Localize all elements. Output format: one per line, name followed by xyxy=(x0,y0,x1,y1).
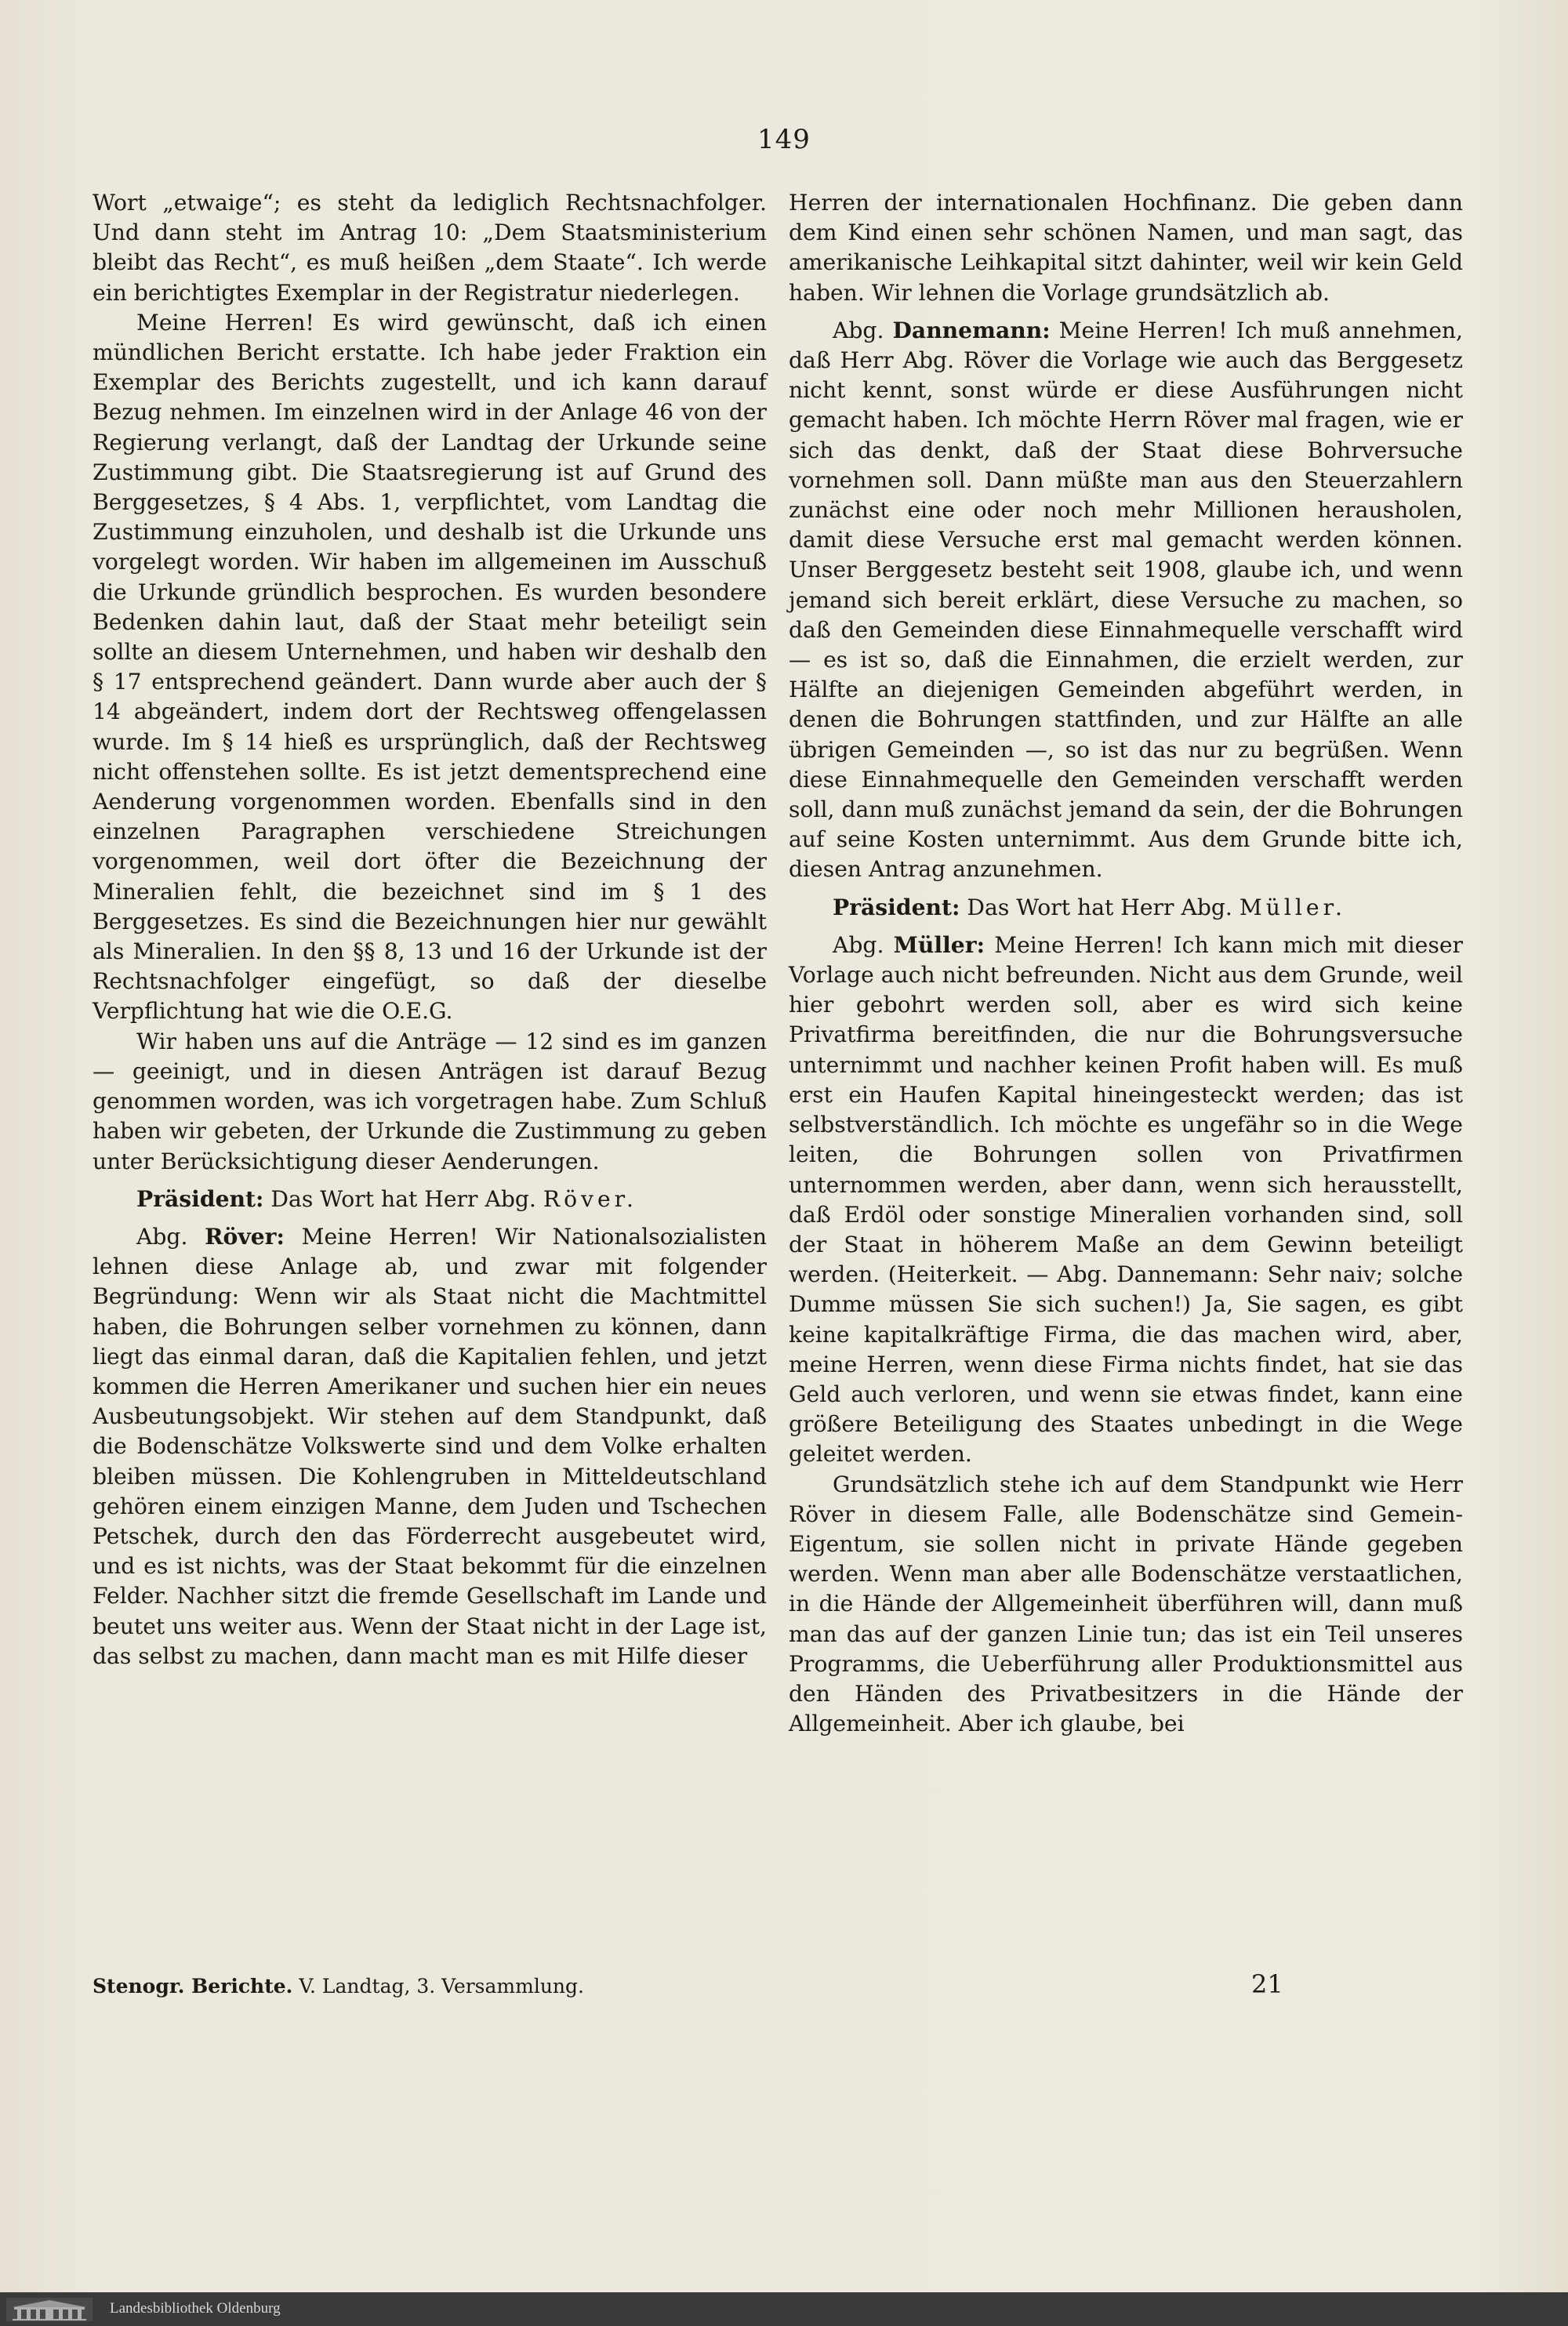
library-label: Landesbibliothek Oldenburg xyxy=(110,2300,281,2317)
sheet-number: 21 xyxy=(1251,1969,1283,1999)
paragraph xyxy=(789,316,1463,885)
speaker-prefix: Abg. xyxy=(833,317,884,343)
speaker-text: Das Wort hat Herr Abg. xyxy=(967,894,1232,920)
speaker-line xyxy=(93,1185,767,1214)
speaker-prefix: Abg. xyxy=(136,1223,188,1250)
paragraph xyxy=(789,931,1463,1470)
footer-session: V. Landtag, 3. Versammlung. xyxy=(299,1975,584,1998)
speaker-name: Präsident: xyxy=(833,894,960,920)
footer-title: Stenogr. Berichte. xyxy=(93,1975,293,1998)
member-name: Müller. xyxy=(1239,894,1346,920)
speaker-name: Präsident: xyxy=(136,1185,264,1212)
library-watermark-strip xyxy=(0,2292,1568,2326)
speaker-prefix: Abg. xyxy=(833,931,884,958)
speaker-line xyxy=(789,893,1463,923)
left-column xyxy=(93,188,767,1671)
speaker-name: Röver: xyxy=(205,1223,285,1250)
speaker-name: Dannemann: xyxy=(892,317,1051,343)
paragraph: Wort „etwaige“; es steht da lediglich Rechtsnachfolger. Und dann steht im Antrag 10: „Dem Staatsministerium bleibt das Recht“, es muß heißen „dem Staate“. Ich werde ein berichtigtes Exemplar in der Registratur niederlegen. xyxy=(93,190,767,306)
footer-publication xyxy=(93,1975,584,1998)
right-column xyxy=(789,188,1463,1739)
speaker-text: Das Wort hat Herr Abg. xyxy=(270,1185,536,1212)
speaker-name: Müller: xyxy=(893,931,985,958)
speech-text: Meine Herren! Wir Nationalsozialisten lehnen diese Anlage ab, und zwar mit folgender Begründung: Wenn wir als Staat nicht die Machtmittel haben, die Bohrungen selber vornehmen zu können, dann liegt das einmal daran, daß die Kapitalien fehlen, und jetzt kommen die Herren Amerikaner und suchen hier ein neues Ausbeutungsobjekt. Wir stehen auf dem Standpunkt, daß die Bodenschätze Volkswerte sind und dem Volke erhalten bleiben müssen. Die Kohlengruben in Mitteldeutschland gehören einem einzigen Manne, dem Juden und Tschechen Petschek, durch den das Förderrecht ausgebeutet wird, und es ist nichts, was der Staat bekommt für die einzelnen Felder. Nachher sitzt die fremde Gesellschaft im Lande und beutet uns weiter aus. Wenn der Staat nicht in der Lage ist, das selbst zu machen, dann macht man es mit Hilfe dieser xyxy=(93,1223,768,1669)
paragraph: Wir haben uns auf die Anträge — 12 sind es im ganzen — geeinigt, und in diesen Anträgen ist darauf Bezug genommen worden, was ich vorgetragen habe. Zum Schluß haben wir gebeten, der Urkunde die Zustimmung zu geben unter Berücksichtigung dieser Aenderungen. xyxy=(93,1028,767,1174)
page-number: 149 xyxy=(757,124,811,155)
paragraph: Grundsätzlich stehe ich auf dem Standpunkt wie Herr Röver in diesem Falle, alle Bodenschätze sind Gemein-Eigentum, sie sollen nicht in private Hände gegeben werden. Wenn man aber alle Bodenschätze verstaatlichen, in die Hände der Allgemeinheit überführen will, dann muß man das auf der ganzen Linie tun; das ist ein Teil unseres Programms, die Ueberführung aller Produktionsmittel aus den Händen des Privatbesitzers in die Hände der Allgemeinheit. Aber ich glaube, bei xyxy=(789,1471,1463,1737)
member-name: Röver. xyxy=(543,1185,637,1212)
paragraph: Herren der internationalen Hochfinanz. Die geben dann dem Kind einen sehr schönen Namen, und man sagt, das amerikanische Leihkapital sitzt dahinter, weil wir kein Geld haben. Wir lehnen die Vorlage grundsätzlich ab. xyxy=(789,190,1463,306)
paragraph: Meine Herren! Es wird gewünscht, daß ich einen mündlichen Bericht erstatte. Ich habe jeder Fraktion ein Exemplar des Berichts zugestellt, und ich kann darauf Bezug nehmen. Im einzelnen wird in der Anlage 46 von der Regierung verlangt, daß der Landtag der Urkunde seine Zustimmung gibt. Die Staatsregierung ist auf Grund des Berggesetzes, § 4 Abs. 1, verpflichtet, vom Landtag die Zustimmung einzuholen, und deshalb ist die Urkunde uns vorgelegt worden. Wir haben im allgemeinen im Ausschuß die Urkunde gründlich besprochen. Es wurden besondere Bedenken dahin laut, daß der Staat mehr beteiligt sein sollte an diesem Unternehmen, und haben wir deshalb den § 17 entsprechend geändert. Dann wurde aber auch der § 14 abgeändert, indem dort der Rechtsweg offengelassen wurde. Im § 14 hieß es ursprünglich, daß der Rechtsweg nicht offenstehen sollte. Es ist jetzt dementsprechend eine Aenderung vorgenommen worden. Ebenfalls sind in den einzelnen Paragraphen verschiedene Streichungen vorgenommen, weil dort öfter die Bezeichnung der Mineralien fehlt, die bezeichnet sind im § 1 des Berggesetzes. Es sind die Bezeichnungen hier nur gewählt als Mineralien. In den §§ 8, 13 und 16 der Urkunde ist der Rechtsnachfolger eingefügt, so daß der dieselbe Verpflichtung hat wie die O.E.G. xyxy=(93,309,767,1025)
paragraph xyxy=(93,1222,767,1671)
library-building-icon xyxy=(6,2298,93,2321)
speech-text: Meine Herren! Ich kann mich mit dieser Vorlage auch nicht befreunden. Nicht aus dem Grunde, weil hier gebohrt werden soll, aber es wird sich keine Privatfirma bereitfinden, die nur die Bohrungsversuche unternimmt und nachher keinen Profit haben will. Es muß erst ein Haufen Kapital hineingesteckt werden; das ist selbstverständlich. Ich möchte es ungefähr so in die Wege leiten, die Bohrungen sollen von Privatfirmen unternommen werden, aber dann, wenn sich herausstellt, daß Erdöl oder sonstige Mineralien vorhanden sind, soll der Staat in höherem Maße an dem Gewinn beteiligt werden. (Heiterkeit. — Abg. Dannemann: Sehr naiv; solche Dumme müssen Sie sich suchen!) Ja, Sie sagen, es gibt keine kapitalkräftige Firma, die das machen wird, aber, meine Herren, wenn diese Firma nichts findet, hat sie das Geld auch verloren, und wenn sie etwas findet, kann eine größere Beteiligung des Staates unbedingt in die Wege geleitet werden. xyxy=(789,931,1463,1468)
speech-text: Meine Herren! Ich muß annehmen, daß Herr Abg. Röver die Vorlage wie auch das Berggesetz nicht kennt, sonst würde er diese Ausführungen nicht gemacht haben. Ich möchte Herrn Röver mal fragen, wie er sich das denkt, daß der Staat diese Bohrversuche vornehmen soll. Dann müßte man aus den Steuerzahlern zunächst eine oder noch mehr Millionen herausholen, damit diese Versuche erst mal gemacht werden können. Unser Berggesetz besteht seit 1908, glaube ich, und wenn jemand sich bereit erklärt, diese Versuche zu machen, so daß den Gemeinden diese Einnahmequelle verschafft wird — es ist so, daß die Einnahmen, die erzielt werden, zur Hälfte an diejenigen Gemeinden abgeführt werden, in denen die Bohrungen stattfinden, und zur Hälfte an alle übrigen Gemeinden —, so ist das nur zu begrüßen. Wenn diese Einnahmequelle den Gemeinden verschafft werden soll, dann muß zunächst jemand da sein, der die Bohrungen auf seine Kosten unternimmt. Aus dem Grunde bitte ich, diesen Antrag anzunehmen. xyxy=(789,317,1463,883)
